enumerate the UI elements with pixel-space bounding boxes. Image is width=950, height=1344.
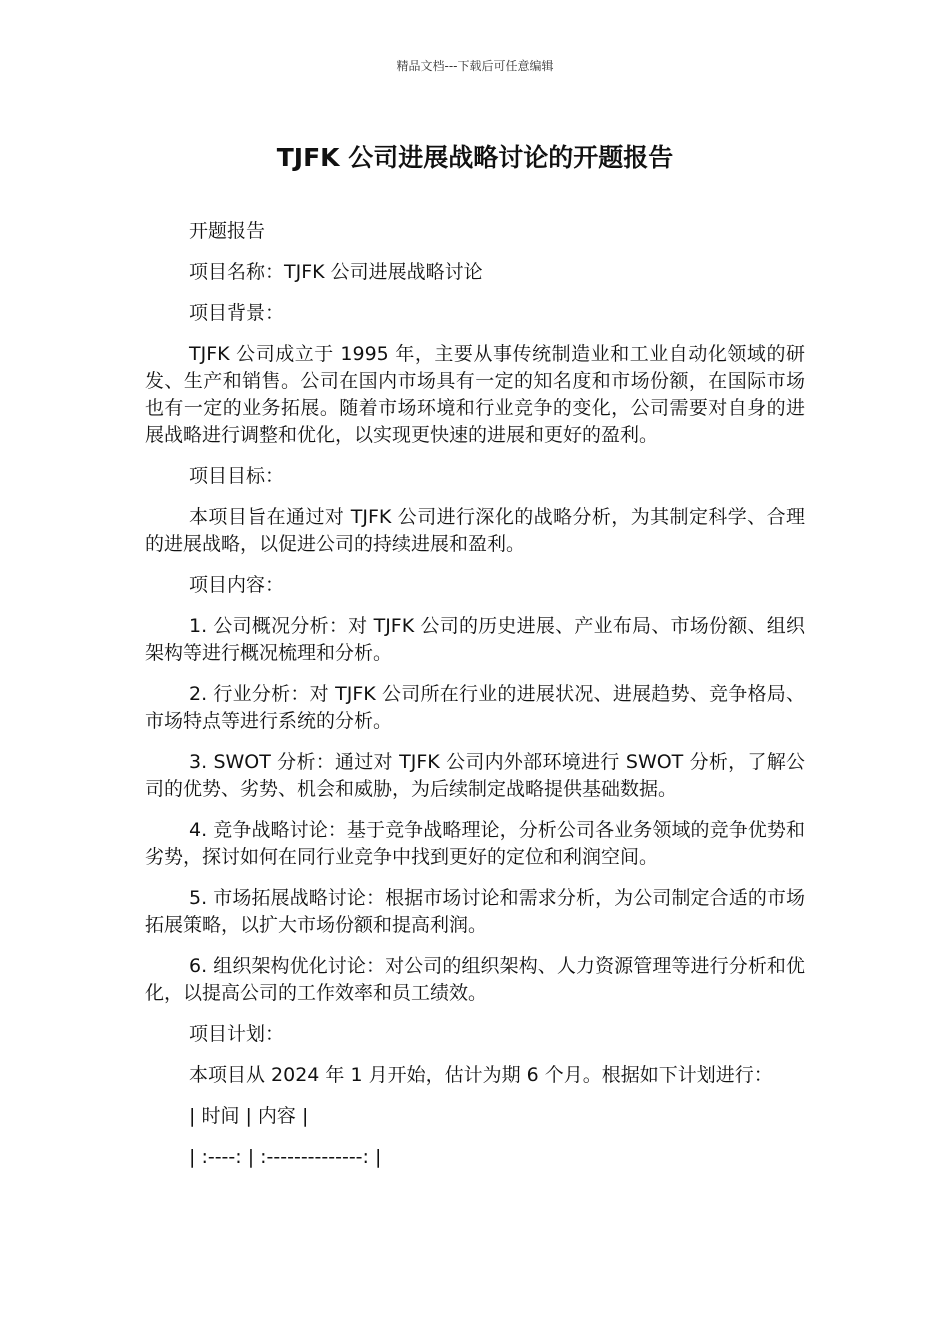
content-item-4: 4. 竞争战略讨论：基于竞争战略理论，分析公司各业务领域的竞争优势和劣势，探讨如何在同行业竞争中找到更好的定位和利润空间。: [145, 819, 805, 868]
goal-paragraph: 本项目旨在通过对 TJFK 公司进行深化的战略分析，为其制定科学、合理的进展战略，以促进公司的持续进展和盈利。: [145, 506, 805, 555]
content-item-3: 3. SWOT 分析：通过对 TJFK 公司内外部环境进行 SWOT 分析，了解公司的优势、劣势、机会和威胁，为后续制定战略提供基础数据。: [145, 751, 805, 800]
section-heading-goal: 项目目标：: [189, 465, 285, 487]
content-item-1: 1. 公司概况分析：对 TJFK 公司的历史进展、产业布局、市场份额、组织架构等进行概况梳理和分析。: [145, 615, 805, 664]
background-paragraph: TJFK 公司成立于 1995 年，主要从事传统制造业和工业自动化领域的研发、生产和销售。公司在国内市场具有一定的知名度和市场份额，在国际市场也有一定的业务拓展。随着市场环境和行业竞争的变化，公司需要对自身的进展战略进行调整和优化，以实现更快速的进展和更好的盈利。: [145, 343, 805, 446]
document-body: [145, 218, 805, 1185]
plan-table-separator-row: | :----: | :--------------: |: [189, 1146, 382, 1168]
content-item-2: 2. 行业分析：对 TJFK 公司所在行业的进展状况、进展趋势、竞争格局、市场特点等进行系统的分析。: [145, 683, 805, 732]
header-note: 精品文档---下载后可任意编辑: [396, 59, 554, 73]
document-title: TJFK 公司进展战略讨论的开题报告: [276, 143, 674, 172]
content-item-6: 6. 组织架构优化讨论：对公司的组织架构、人力资源管理等进行分析和优化，以提高公司的工作效率和员工绩效。: [145, 955, 805, 1004]
project-name-line: 项目名称：TJFK 公司进展战略讨论: [189, 261, 483, 283]
plan-table-header-row: | 时间 | 内容 |: [189, 1105, 309, 1127]
section-heading-plan: 项目计划：: [189, 1023, 285, 1045]
section-heading-content: 项目内容：: [189, 574, 285, 596]
plan-paragraph: 本项目从 2024 年 1 月开始，估计为期 6 个月。根据如下计划进行：: [189, 1064, 773, 1086]
section-heading-report: 开题报告: [189, 220, 266, 242]
content-item-5: 5. 市场拓展战略讨论：根据市场讨论和需求分析，为公司制定合适的市场拓展策略，以扩大市场份额和提高利润。: [145, 887, 805, 936]
section-heading-background: 项目背景：: [189, 302, 285, 324]
